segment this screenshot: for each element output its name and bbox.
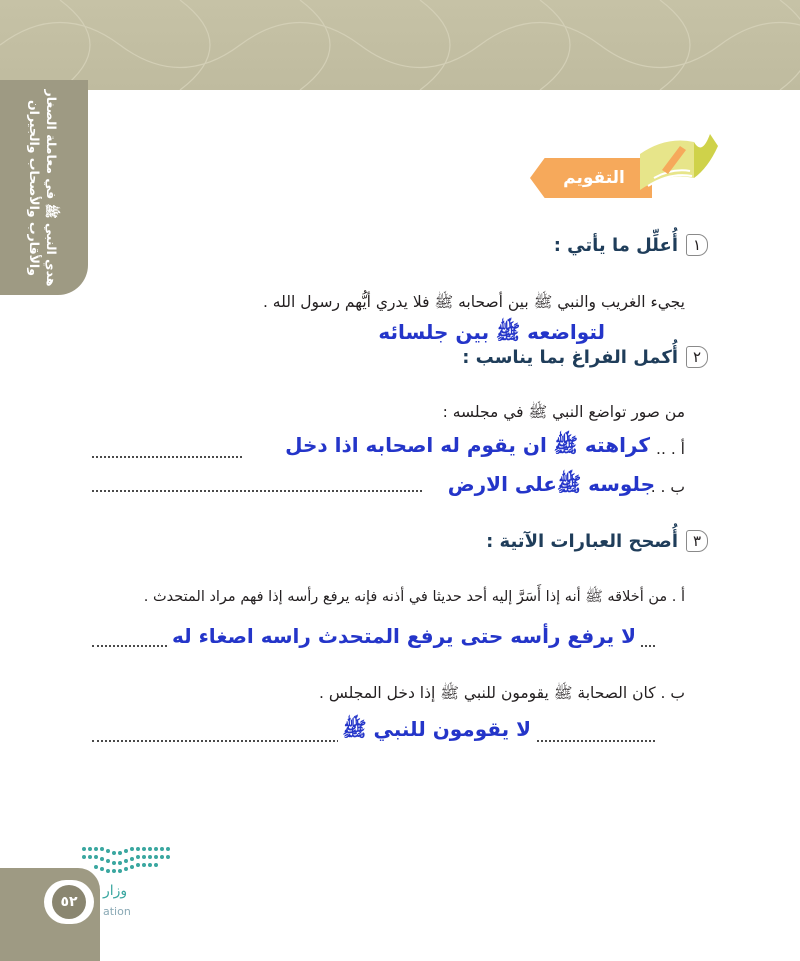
q1-number: ١: [686, 234, 708, 256]
book-pen-icon: [636, 128, 720, 198]
q2-a-prefix: أ . ..: [656, 440, 685, 458]
ministry-subtext: ation: [103, 905, 131, 918]
ministry-logo-icon: [80, 843, 176, 875]
q2-number: ٢: [686, 346, 708, 368]
q3-heading: [486, 526, 708, 556]
q3-b-answer: لا يقومون للنبي ﷺ: [338, 717, 535, 746]
ministry-text: وزار: [103, 883, 128, 899]
q2-b-prefix: ب . .: [650, 478, 685, 496]
q3-number: ٣: [686, 530, 708, 552]
q2-stem: من صور تواضع النبي ﷺ في مجلسه :: [442, 403, 685, 421]
q1-heading: [554, 230, 708, 260]
q2-a-dotted-line: [92, 456, 242, 458]
q2-a-answer: كراهته ﷺ ان يقوم له اصحابه اذا دخل: [285, 433, 650, 457]
q1-answer: لتواضعه ﷺ بين جلسائه: [378, 320, 605, 344]
side-tab-title-line1: هدي النبي ﷺ في معاملة الصغار: [44, 89, 59, 287]
side-tab-title-line2: والأقارب والأصحاب والجيران: [27, 99, 42, 276]
q2-heading: [462, 342, 708, 372]
q3-a-answer: لا يرفع رأسه حتى يرفع المتحدث راسه اصغاء له: [168, 624, 640, 648]
q2-b-answer: جلوسه ﷺعلى الارض: [447, 472, 655, 496]
q3-b-statement: ب . كان الصحابة ﷺ يقومون للنبي ﷺ إذا دخل المجلس .: [318, 684, 685, 702]
page-number: ٥٢: [52, 885, 86, 919]
q1-statement: يجيء الغريب والنبي ﷺ بين أصحابه ﷺ فلا يدري أيُّهم رسول الله .: [262, 293, 685, 311]
q1-title: أُعلِّل ما يأتي :: [553, 234, 678, 256]
q2-title: أُكمل الفراغ بما يناسب :: [462, 346, 678, 368]
q2-b-dotted-line: [92, 490, 422, 492]
header-pattern: [0, 0, 800, 90]
q3-a-statement: أ . من أخلاقه ﷺ أنه إذا أَسَرَّ إليه أحد حديثا في أذنه فإنه يرفع رأسه إذا فهم مراد المتحدث .: [143, 589, 685, 605]
header-band: [0, 0, 800, 90]
section-title: التقويم: [563, 168, 625, 188]
side-tab-title: [10, 88, 76, 288]
q3-title: أُصحح العبارات الآتية :: [486, 530, 678, 552]
